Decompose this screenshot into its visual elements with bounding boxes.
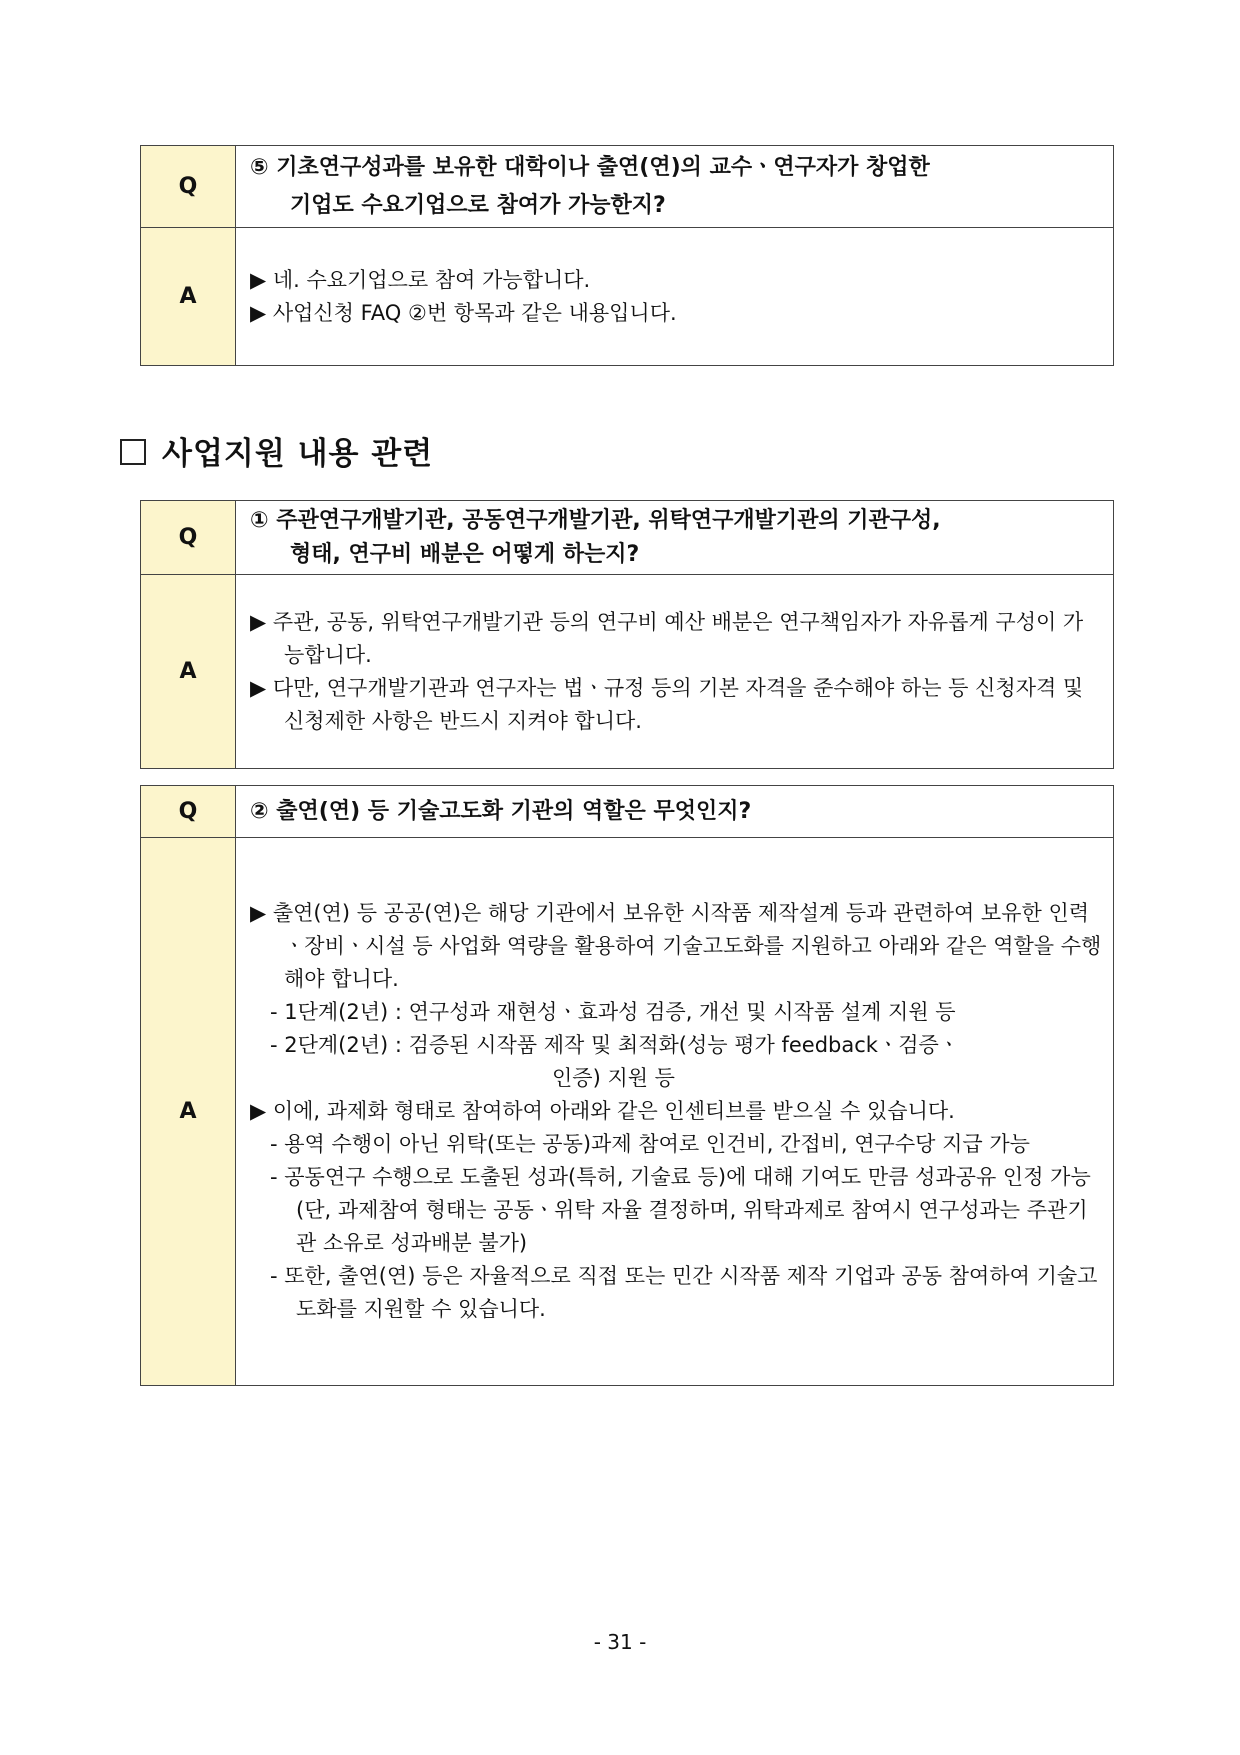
question-label: Q (141, 146, 236, 228)
answer-subitem: - 2단계(2년) : 검증된 시작품 제작 및 최적화(성능 평가 feedbackㆍ검증ㆍ (270, 1033, 960, 1057)
question-text: ② 출연(연) 등 기술고도화 기관의 역할은 무엇인지? (250, 798, 752, 824)
qa-table-2 (140, 500, 1114, 769)
answer-bullet: ▶ 네. 수요기업으로 참여 가능합니다. (250, 267, 591, 292)
answer-text (250, 897, 1103, 1326)
page-number: - 31 - (593, 1630, 647, 1654)
answer-bullet: ▶ 이에, 과제화 형태로 참여하여 아래와 같은 인센티브를 받으실 수 있습니다. (250, 1099, 955, 1123)
qa-table-3 (140, 785, 1114, 1386)
answer-subitem: - 또한, 출연(연) 등은 자율적으로 직접 또는 민간 시작품 제작 기업과 공동 참여하여 기술고도화를 지원할 수 있습니다. (270, 1264, 1098, 1321)
answer-label: A (141, 575, 236, 769)
answer-bullet: ▶ 주관, 공동, 위탁연구개발기관 등의 연구비 예산 배분은 연구책임자가 자유롭게 구성이 가능합니다. (250, 609, 1084, 667)
answer-label: A (141, 228, 236, 366)
answer-bullet: ▶ 다만, 연구개발기관과 연구자는 법ㆍ규정 등의 기본 자격을 준수해야 하는 등 신청자격 및 신청제한 사항은 반드시 지켜야 합니다. (250, 675, 1084, 733)
question-label: Q (141, 501, 236, 575)
answer-label: A (141, 838, 236, 1386)
answer-bullet: ▶ 사업신청 FAQ ②번 항목과 같은 내용입니다. (250, 300, 677, 325)
section-heading: 사업지원 내용 관련 (120, 428, 433, 473)
question-label: Q (141, 786, 236, 838)
answer-subitem: - 1단계(2년) : 연구성과 재현성ㆍ효과성 검증, 개선 및 시작품 설계 지원 등 (270, 1000, 956, 1024)
question-text: ① 주관연구개발기관, 공동연구개발기관, 위탁연구개발기관의 기관구성, 형태, 연구비 배분은 어떻게 하는지? (250, 507, 941, 567)
checkbox-square-icon (120, 439, 146, 465)
question-text: ⑤ 기초연구성과를 보유한 대학이나 출연(연)의 교수ㆍ연구자가 창업한 기업도 수요기업으로 참여가 가능한지? (250, 154, 930, 218)
answer-subitem: - 용역 수행이 아닌 위탁(또는 공동)과제 참여로 인건비, 간접비, 연구수당 지급 가능 (270, 1132, 1030, 1156)
answer-text (250, 264, 1103, 330)
qa-table-1 (140, 145, 1114, 366)
answer-subitem: - 공동연구 수행으로 도출된 성과(특허, 기술료 등)에 대해 기여도 만큼 성과공유 인정 가능(단, 과제참여 형태는 공동ㆍ위탁 자율 결정하며, 위탁과제로 참여시 연구성과는 주관기관 소유로 성과배분 불가) (270, 1165, 1091, 1255)
answer-subitem-continuation: 인증) 지원 등 (552, 1066, 675, 1090)
answer-text (250, 606, 1103, 738)
answer-bullet: ▶ 출연(연) 등 공공(연)은 해당 기관에서 보유한 시작품 제작설계 등과 관련하여 보유한 인력ㆍ장비ㆍ시설 등 사업화 역량을 활용하여 기술고도화를 지원하고 아래와 같은 역할을 수행해야 합니다. (250, 901, 1102, 991)
